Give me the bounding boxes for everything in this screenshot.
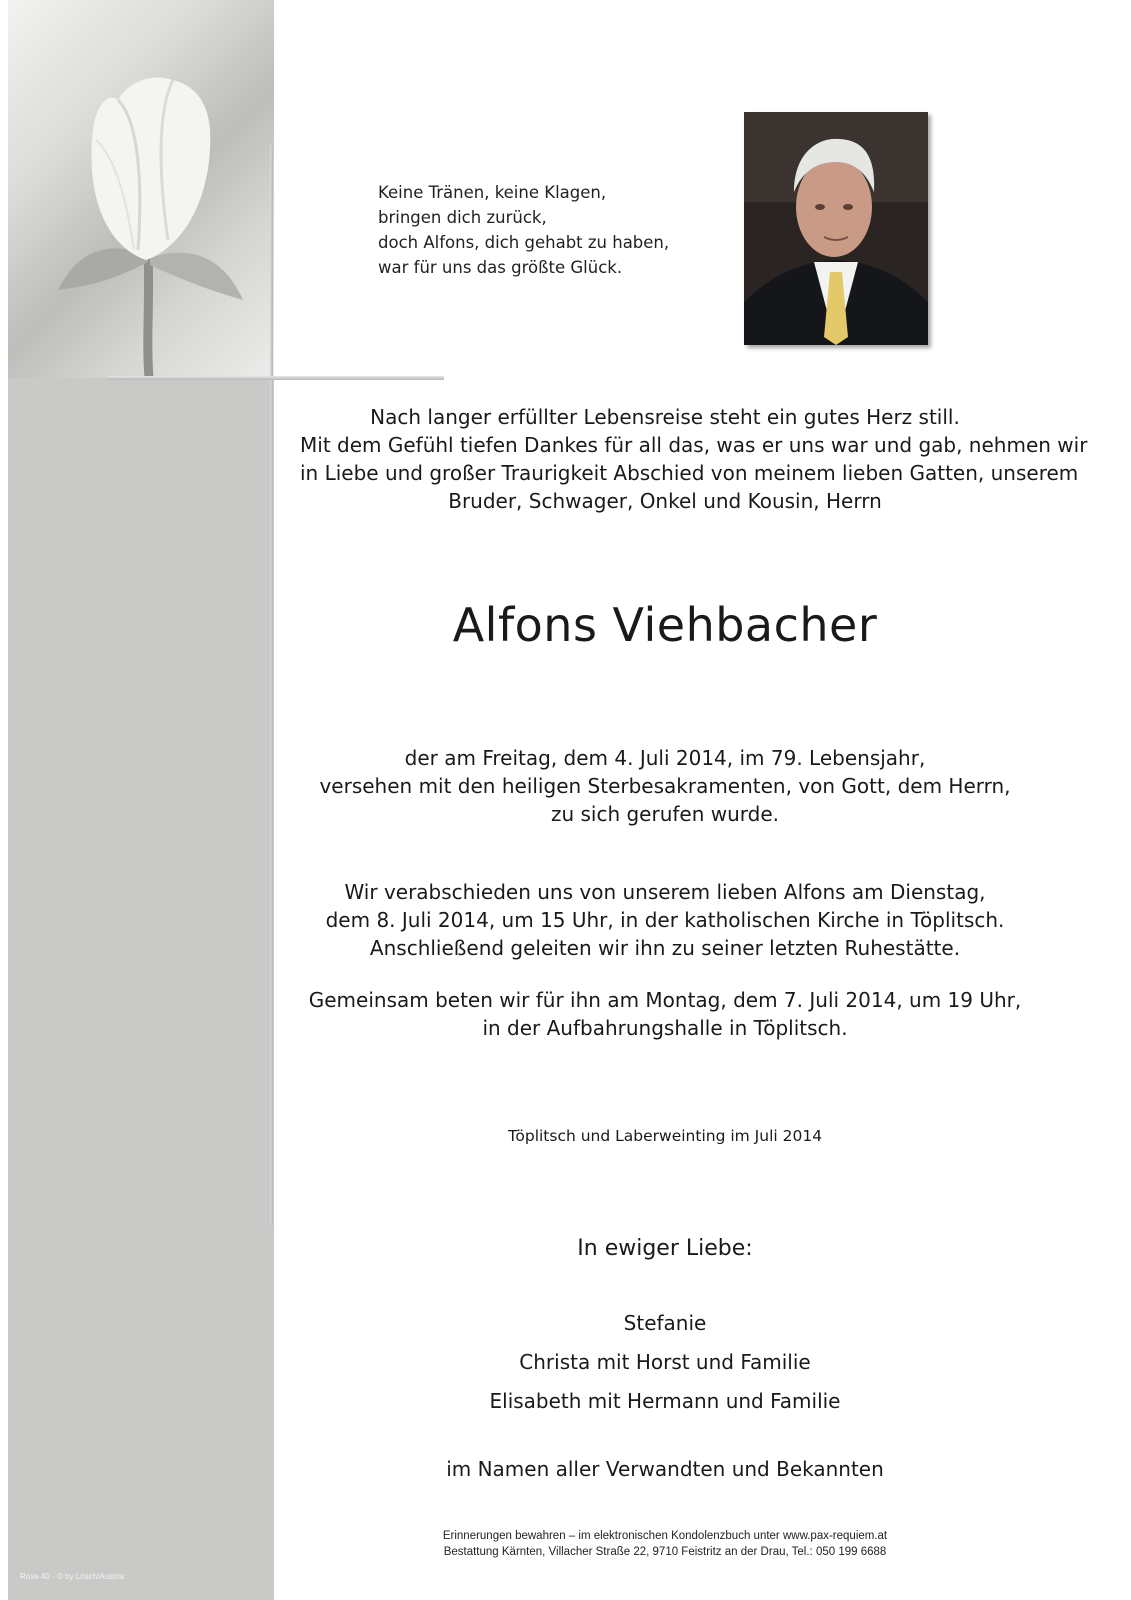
quote-line: war für uns das größte Glück.: [378, 258, 623, 277]
place-date: Töplitsch und Laberweinting im Juli 2014: [507, 1127, 823, 1145]
sidebar-panel: [8, 0, 274, 1600]
quote-line: bringen dich zurück,: [378, 208, 547, 227]
memorial-quote: [378, 180, 678, 280]
prayer-line: in der Aufbahrungshalle in Töplitsch.: [482, 1016, 848, 1040]
intro-text: [300, 403, 1088, 515]
portrait-photo: [744, 112, 928, 345]
quote-line: doch Alfons, dich gehabt zu haben,: [378, 233, 670, 252]
footer-condolence-line: Erinnerungen bewahren – im elektronischen Kondolenzbuch unter www.pax-requiem.at: [442, 1530, 888, 1542]
funeral-line: Wir verabschieden uns von unserem lieben Alfons am Dienstag,: [344, 880, 986, 904]
quote-line: Keine Tränen, keine Klagen,: [378, 183, 607, 202]
death-line: versehen mit den heiligen Sterbesakramenten, von Gott, dem Herrn,: [319, 774, 1011, 798]
deceased-name: Alfons Viehbacher: [452, 598, 878, 652]
funeral-line: dem 8. Juli 2014, um 15 Uhr, in der katholischen Kirche in Töplitsch.: [325, 908, 1005, 932]
closing-line: im Namen aller Verwandten und Bekannten: [446, 1457, 884, 1481]
mourner-item: Stefanie: [623, 1311, 707, 1335]
mourner-item: Christa mit Horst und Familie: [519, 1350, 811, 1374]
love-heading: In ewiger Liebe:: [577, 1236, 753, 1261]
death-line: zu sich gerufen wurde.: [550, 802, 780, 826]
white-rose-icon: [8, 0, 274, 378]
image-credit: Rose 40 · © by Lösch/Austria: [20, 1572, 125, 1581]
death-line: der am Freitag, dem 4. Juli 2014, im 79. Lebensjahr,: [404, 746, 926, 770]
footer-address-line: Bestattung Kärnten, Villacher Straße 22, 9710 Feistritz an der Drau, Tel.: 050 199 6688: [443, 1546, 887, 1558]
intro-line: in Liebe und großer Traurigkeit Abschied von meinem lieben Gatten, unserem: [300, 461, 1079, 485]
rose-image: [8, 0, 274, 378]
footer: [300, 1528, 1030, 1560]
prayer-details: [300, 986, 1030, 1042]
death-notice: [300, 744, 1030, 828]
mourner-item: Elisabeth mit Hermann und Familie: [489, 1389, 841, 1413]
intro-line: Bruder, Schwager, Onkel und Kousin, Herrn: [448, 489, 882, 513]
prayer-line: Gemeinsam beten wir für ihn am Montag, dem 7. Juli 2014, um 19 Uhr,: [308, 988, 1022, 1012]
intro-line: Mit dem Gefühl tiefen Dankes für all das, was er uns war und gab, nehmen wir: [300, 433, 1088, 457]
portrait-image: [744, 112, 928, 345]
mourners-list: [300, 1304, 1030, 1421]
funeral-details: [300, 878, 1030, 962]
funeral-line: Anschließend geleiten wir ihn zu seiner letzten Ruhestätte.: [369, 936, 961, 960]
horizontal-rule: [108, 376, 444, 380]
vertical-rule: [270, 145, 273, 1225]
intro-line: Nach langer erfüllter Lebensreise steht ein gutes Herz still.: [370, 405, 960, 429]
